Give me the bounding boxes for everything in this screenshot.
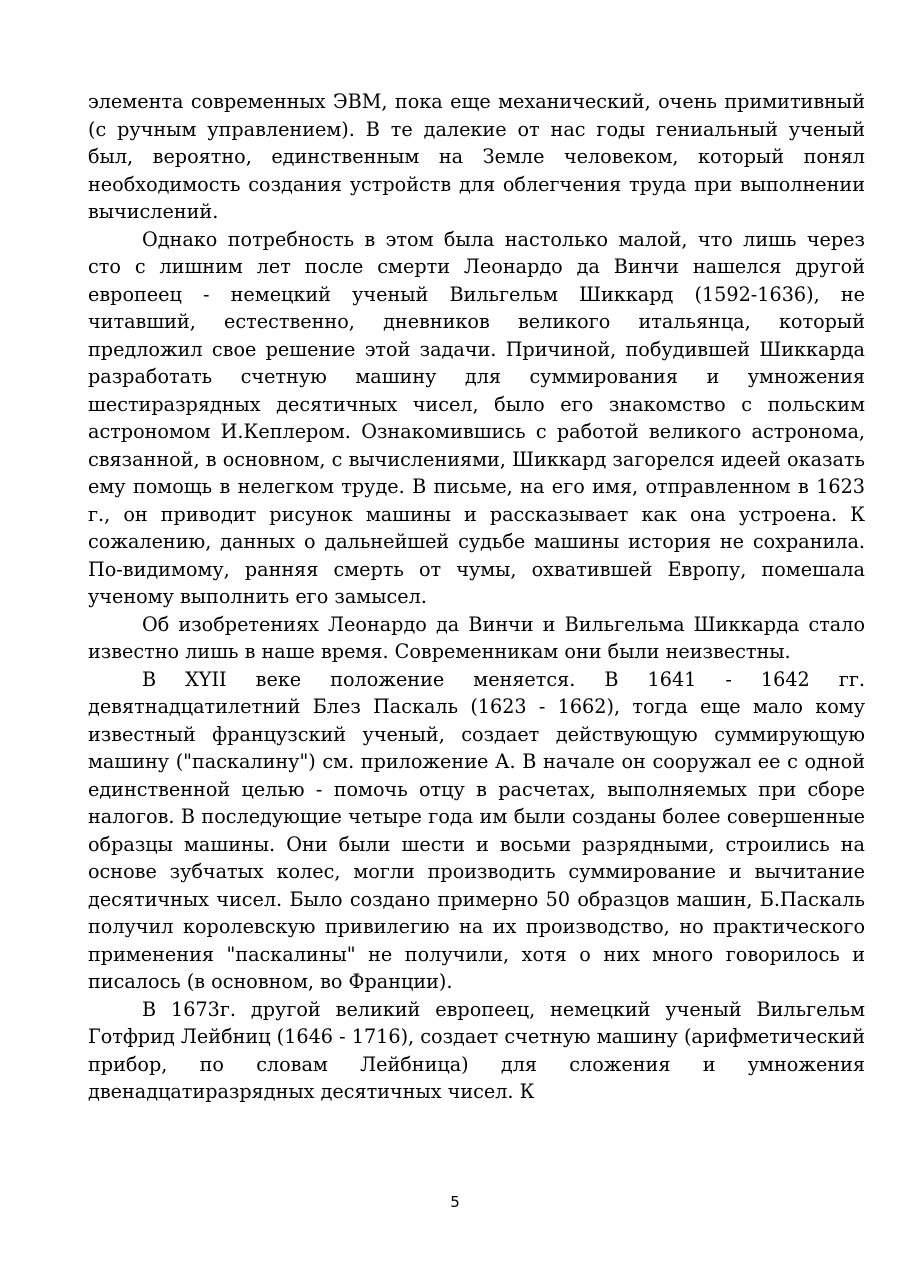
page-number: 5 <box>450 1193 460 1211</box>
paragraph-continuation: элемента современных ЭВМ, пока еще механический, очень примитивный (с ручным управлением). В те далекие от нас годы гениальный ученый был, вероятно, единственным на Земле человеком, который понял необходимость создания устройств для облегчения труда при выполнении вычислений. <box>88 90 865 223</box>
paragraph-inventions-unknown: Об изобретениях Леонардо да Винчи и Вильгельма Шиккарда стало известно лишь в наше время. Современникам они были неизвестны. <box>88 612 865 663</box>
paragraph-pascal: В XYII веке положение меняется. В 1641 - 1642 гг. девятнадцатилетний Блез Паскаль (1623 - 1662), тогда еще мало кому известный французский ученый, создает действующую суммирующую машину ("паскалину") см. приложение А. В начале он сооружал ее с одной единственной целью - помочь отцу в расчетах, выполняемых при сборе налогов. В последующие четыре года им были созданы более совершенные образцы машины. Они были шести и восьми разрядными, строились на основе зубчатых колес, могли производить суммирование и вычитание десятичных чисел. Было создано примерно 50 образцов машин, Б.Паскаль получил королевскую привилегию на их производство, но практического применения "паскалины" не получили, хотя о них много говорилось и писалось (в основном, во Франции). <box>88 667 865 993</box>
document-page <box>88 88 865 1106</box>
paragraph-schickard: Однако потребность в этом была настолько малой, что лишь через сто с лишним лет после смерти Леонардо да Винчи нашелся другой европеец - немецкий ученый Вильгельм Шиккард (1592-1636), не читавший, естественно, дневников великого итальянца, который предложил свое решение этой задачи. Причиной, побудившей Шиккарда разработать счетную машину для суммирования и умножения шестиразрядных десятичных чисел, было его знакомство с польским астрономом И.Кеплером. Ознакомившись с работой великого астронома, связанной, в основном, с вычислениями, Шиккард загорелся идеей оказать ему помощь в нелегком труде. В письме, на его имя, отправленном в 1623 г., он приводит рисунок машины и рассказывает как она устроена. К сожалению, данных о дальнейшей судьбе машины история не сохранила. По-видимому, ранняя смерть от чумы, охватившей Европу, помешала ученому выполнить его замысел. <box>88 227 865 608</box>
paragraph-leibniz: В 1673г. другой великий европеец, немецкий ученый Вильгельм Готфрид Лейбниц (1646 - 1716), создает счетную машину (арифметический прибор, по словам Лейбница) для сложения и умножения двенадцатиразрядных десятичных чисел. К <box>88 997 865 1103</box>
